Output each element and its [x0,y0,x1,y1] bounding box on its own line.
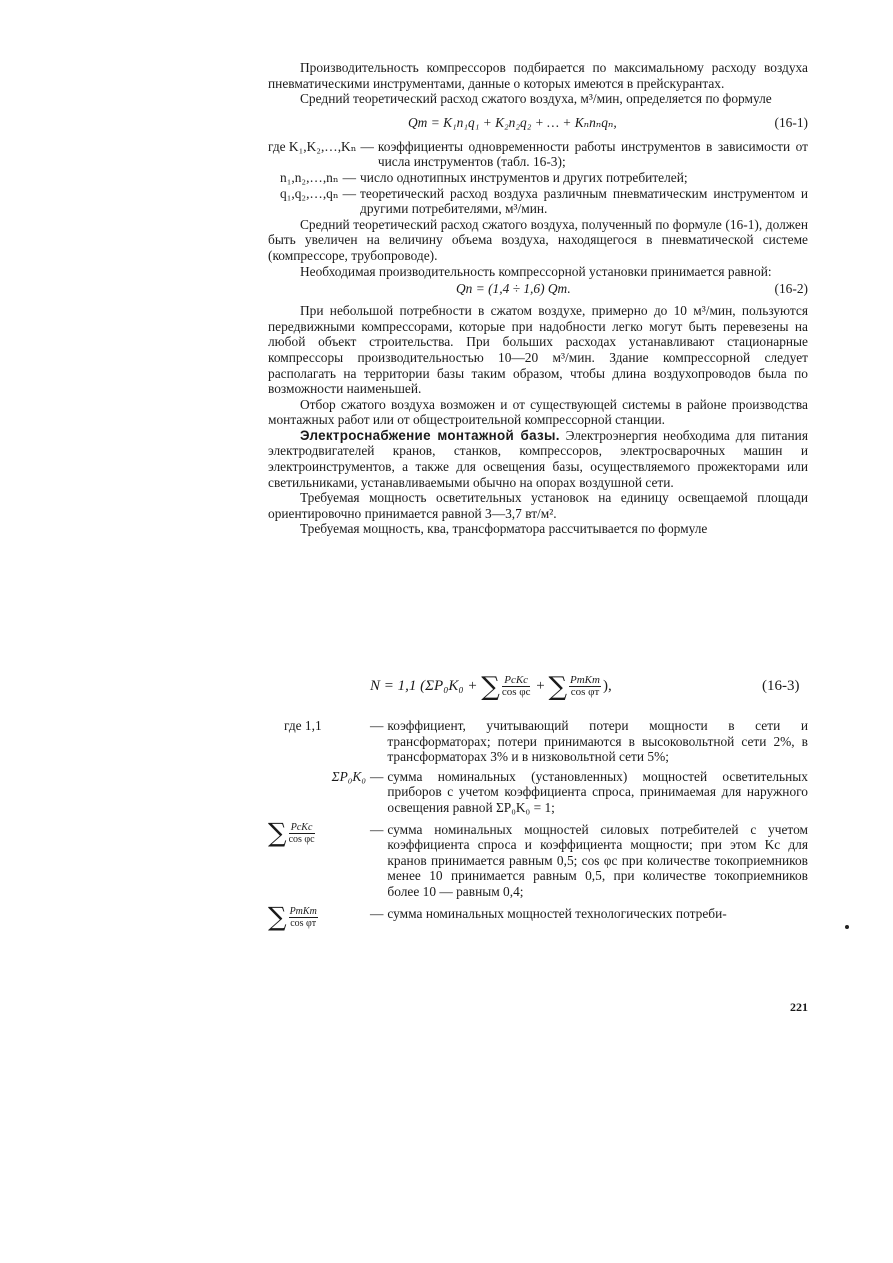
definition-lighting-sum-text: сумма номинальных (установленных) мощностей осветительных приборов с учетом коэффициента спроса, принимаемая для наружного освещения равной ΣP₀K₀ = 1; [387,768,808,815]
definition-coefficient: где 1,1 — коэффициент, учитывающий потери мощности в сети и трансформаторах; потери принимаются в высоковольтной сети 2%, в трансформаторах 3% и в низковольтной сети 5%; [284,718,808,765]
definition-power-sum-frac: $\frac{\text{PсKс}}{\text{cos φс}}$ [288,821,315,845]
definition-k: где K₁,K₂,…,Kₙ — коэффициенты одновременности работы инструментов в зависимости от числа инструментов (табл. 16-3); [268,138,808,170]
section-heading-power-supply: Электроснабжение монтажной базы. [300,427,560,443]
formula-16-3-frac-tech: $\frac{\text{PтKт}}{\text{cos φт}}$ [570,674,600,699]
scan-speck [845,925,849,929]
definition-n-term: n₁,n₂,…,nₙ [280,169,339,185]
paragraph-transformer-power: Требуемая мощность, ква, трансформатора рассчитывается по формуле [300,521,708,537]
definition-n: n₁,n₂,…,nₙ — число однотипных инструментов и других потребителей; [268,170,808,186]
definition-tech-sum-frac: $\frac{\text{PтKт}}{\text{cos φт}}$ [289,905,317,929]
formula-16-3-frac-power: $\frac{\text{PсKс}}{\text{cos φс}}$ [501,674,531,699]
formula-16-3-lhs: N = 1,1 (ΣP₀K₀ + [370,678,478,694]
definition-tech-sum: ∑ $\frac{\text{PтKт}}{\text{cos φт}}$ — сумма номинальных мощностей технологических потреби- [268,906,808,929]
formula-16-1 [268,107,808,139]
definition-k-text: коэффициенты одновременности работы инструментов в зависимости от числа инструментов (табл. 16-3); [377,138,808,170]
definition-tech-sum-text: сумма номинальных мощностей технологических потреби- [387,905,727,921]
paragraph-system-volume: Средний теоретический расход сжатого воздуха, полученный по формуле (16-1), должен быть увеличен на величину объема воздуха, находящегося в пневматической системе (компрессоре, трубопроводе). [268,216,808,263]
paragraph-air-consumption: Средний теоретический расход сжатого воздуха, м³/мин, определяется по формуле [300,91,772,107]
definition-lighting-sum-term: ΣP₀K₀ [331,768,366,784]
definition-coefficient-text: коэффициент, учитывающий потери мощности в сети и трансформаторах; потери принимаются в высоковольтной сети 2%, в трансформаторах 3% и в низковольтной сети 5%; [387,718,808,765]
definition-k-term: где K₁,K₂,…,Kₙ [268,138,357,154]
definition-q: q₁,q₂,…,qₙ — теоретический расход воздуха различным пневматическим инструментом и другими потребителями, м³/мин. [280,185,808,217]
paragraph-air-intake: Отбор сжатого воздуха возможен и от существующей системы в районе производства монтажных работ или от общестроительной компрессорной станции. [268,396,808,428]
definition-power-sum-text: сумма номинальных мощностей силовых потребителей с учетом коэффициента спроса и коэффициента мощности; при этом Kс для кранов принимается равным 0,5; cos φс при количестве токоприемников менее 10 принимается равным 0,5, при количестве токоприемников более 10 — равным 0,4; [387,821,808,899]
definition-q-text: теоретический расход воздуха различным пневматическим инструментом и другими потребителями, м³/мин. [360,185,808,217]
formula-16-2-number: (16-2) [774,281,808,297]
definition-coefficient-term: где 1,1 [284,718,322,733]
definition-q-term: q₁,q₂,…,qₙ [280,185,339,201]
formula-16-3: N = 1,1 (ΣP₀K₀ + ∑ $\frac{\text{PсKс}}{\text{cos φс}}$ + ∑ $\frac{\text{PтKт}}{\text{cos φт}}$ ), (16-3) [370,672,800,702]
formula-16-3-number: (16-3) [762,678,800,694]
page-body [268,60,808,537]
paragraph-mobile-compressors: При небольшой потребности в сжатом воздухе, примерно до 10 м³/мин, пользуются передвижными компрессорами, которые при надобности легко могут быть перевезены на любой объект строительства. При больших расходах устанавливают стационарные компрессоры производительностью 10—20 м³/мин. Здание компрессорной следует располагать на территории базы таким образом, чтобы длина воздухопроводов была по возможности наименьшей. [268,303,808,397]
definition-power-sum: ∑ $\frac{\text{PсKс}}{\text{cos φс}}$ — сумма номинальных мощностей силовых потребителей с учетом коэффициента спроса и коэффициента мощности; при этом Kс для кранов принимается равным 0,5; cos φс при количестве токоприемников менее 10 принимается равным 0,5, при количестве токоприемников более 10 — равным 0,4; [268,818,808,899]
formula-16-2-body: Qп = (1,4 ÷ 1,6) Qт. [456,281,571,297]
paragraph-power-supply-text: Электроэнергия необходима для питания электродвигателей кранов, станков, компрессоров, электросварочных машин и электроинструментов, а также для освещения базы, осуществляемого прожекторами или светильниками, устанавливаемыми обычно на опорах воздушной сети. [268,427,808,490]
paragraph-power-supply [268,428,808,490]
definition-lighting-sum: ΣP₀K₀ — сумма номинальных (установленных) мощностей осветительных приборов с учетом коэффициента спроса, принимаемая для наружного освещения равной ΣP₀K₀ = 1; [284,769,808,816]
page-body-lower [268,718,808,933]
paragraph-lighting-power: Требуемая мощность осветительных установок на единицу освещаемой площади ориентировочно принимается равной 3—3,7 вт/м². [268,490,808,521]
formula-16-2 [268,279,808,303]
page-number: 221 [790,1000,808,1014]
paragraph-compressor-capacity: Производительность компрессоров подбирается по максимальному расходу воздуха пневматическими инструментами, данные о которых имеются в прейскурантах. [268,60,808,91]
definition-n-text: число однотипных инструментов и других потребителей; [360,169,688,185]
formula-16-1-number: (16-1) [774,114,808,130]
paragraph-required-capacity: Необходимая производительность компрессорной установки принимается равной: [300,263,772,279]
formula-16-1-body: Qт = K₁n₁q₁ + K₂n₂q₂ + … + Kₙnₙqₙ, [408,114,617,130]
